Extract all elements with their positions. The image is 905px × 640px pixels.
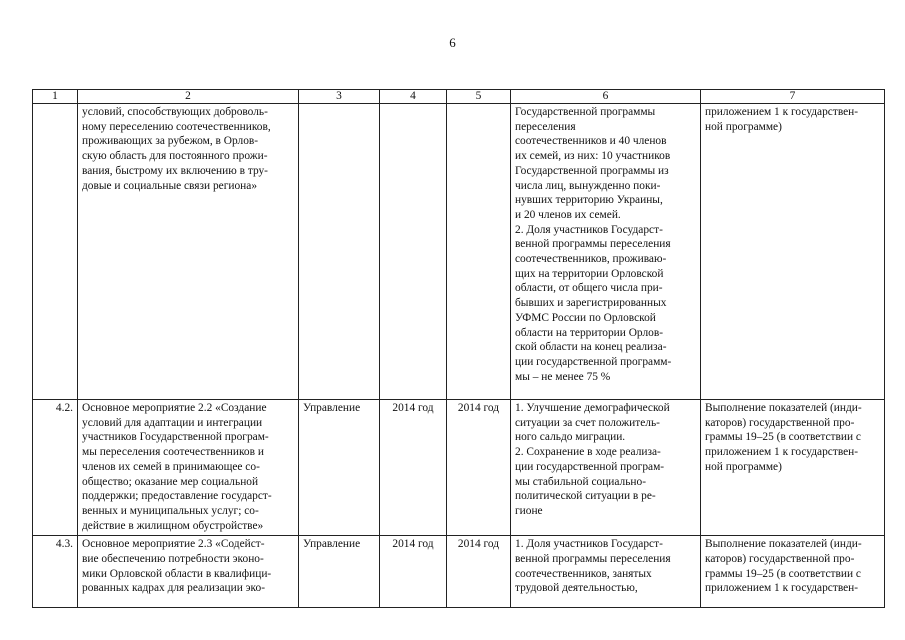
start-year-cell: 2014 год xyxy=(380,536,447,608)
cell-line: 2. Сохранение в ходе реализа- xyxy=(515,446,661,459)
item-number-cell: 4.3. xyxy=(33,536,78,608)
cell-line: 2. Доля участников Государст- xyxy=(515,223,663,236)
cell-line: нувших территорию Украины, xyxy=(515,194,663,207)
cell-line: Выполнение показателей (инди- xyxy=(705,538,862,551)
column-header: 6 xyxy=(511,90,701,104)
cell-line: числа лиц, вынужденно поки- xyxy=(515,179,661,192)
cell-line: венной программы переселения xyxy=(515,238,671,251)
cell-line: венных и муниципальных услуг; со- xyxy=(82,504,259,517)
table-row xyxy=(33,400,885,536)
cell-line: Государственной программы xyxy=(515,106,656,118)
measure-name-cell xyxy=(78,536,299,608)
cell-line: проживающих за рубежом, в Орлов- xyxy=(82,135,259,148)
cell-line: щих на территории Орловской xyxy=(515,267,664,280)
cell-line: поддержки; предоставление государст- xyxy=(82,490,272,503)
cell-line: приложением 1 к государствен- xyxy=(705,446,859,459)
end-year-cell xyxy=(447,104,511,400)
cell-line: скую область для постоянного прожи- xyxy=(82,150,268,163)
cell-line: каторов) государственной про- xyxy=(705,553,855,566)
cell-line: Управление xyxy=(303,538,361,551)
table-row xyxy=(33,104,885,400)
cell-line: 1. Улучшение демографической xyxy=(515,402,670,414)
cell-line: вания, быстрому их включению в тру- xyxy=(82,164,268,177)
table-row xyxy=(33,536,885,608)
cell-line: действие в жилищном обустройстве» xyxy=(82,519,264,532)
column-header: 3 xyxy=(299,90,380,104)
column-header: 4 xyxy=(380,90,447,104)
cell-line: ной программе) xyxy=(705,460,782,473)
cell-line: Управление xyxy=(303,402,361,414)
column-header: 1 xyxy=(33,90,78,104)
start-year-cell: 2014 год xyxy=(380,400,447,536)
item-number-cell xyxy=(33,104,78,400)
expected-result-cell xyxy=(511,104,701,400)
end-year-cell: 2014 год xyxy=(447,536,511,608)
column-header: 2 xyxy=(78,90,299,104)
cell-line: Государственной программы из xyxy=(515,164,669,177)
cell-line: рованных кадрах для реализации эко- xyxy=(82,582,265,595)
executor-cell xyxy=(299,536,380,608)
cell-line: вие обеспечению потребности эконо- xyxy=(82,553,264,566)
cell-line: общество; оказание мер социальной xyxy=(82,475,259,488)
cell-line: ной программе) xyxy=(705,120,782,133)
cell-line: области, от общего числа при- xyxy=(515,282,663,295)
cell-line: 1. Доля участников Государст- xyxy=(515,538,663,551)
cell-line: соотечественников, занятых xyxy=(515,567,652,580)
cell-line: граммы 19–25 (в соответствии с xyxy=(705,567,861,580)
item-number-cell: 4.2. xyxy=(33,400,78,536)
cell-line: гионе xyxy=(515,504,543,517)
cell-line: каторов) государственной про- xyxy=(705,416,855,429)
cell-line: ции государственной программ- xyxy=(515,355,672,368)
cell-line: приложением 1 к государствен- xyxy=(705,582,859,595)
page-number: 6 xyxy=(449,35,456,50)
measures-table xyxy=(32,89,885,608)
cell-line: УФМС России по Орловской xyxy=(515,311,656,324)
column-header: 7 xyxy=(701,90,885,104)
cell-line: мы – не менее 75 % xyxy=(515,370,611,383)
end-year-cell: 2014 год xyxy=(447,400,511,536)
cell-line: условий для адаптации и интеграции xyxy=(82,416,263,429)
cell-line: ного сальдо миграции. xyxy=(515,431,626,444)
cell-line: политической ситуации в ре- xyxy=(515,490,656,503)
expected-result-cell xyxy=(511,400,701,536)
indicator-link-cell xyxy=(701,104,885,400)
cell-line: ному переселению соотечественников, xyxy=(82,120,271,133)
start-year-cell xyxy=(380,104,447,400)
cell-line: трудовой деятельностью, xyxy=(515,582,638,595)
cell-line: довые и социальные связи региона» xyxy=(82,179,258,192)
cell-line: условий, способствующих доброволь- xyxy=(82,106,268,118)
cell-line: Основное мероприятие 2.2 «Создание xyxy=(82,402,267,414)
cell-line: Выполнение показателей (инди- xyxy=(705,402,862,414)
table-header-row xyxy=(33,90,885,104)
cell-line: бывших и зарегистрированных xyxy=(515,297,667,310)
cell-line: переселения xyxy=(515,120,576,133)
cell-line: соотечественников, проживаю- xyxy=(515,253,667,266)
cell-line: ции государственной програм- xyxy=(515,460,665,473)
cell-line: ситуации за счет положитель- xyxy=(515,416,660,429)
indicator-link-cell xyxy=(701,536,885,608)
cell-line: граммы 19–25 (в соответствии с xyxy=(705,431,861,444)
cell-line: венной программы переселения xyxy=(515,553,671,566)
cell-line: мы переселения соотечественников и xyxy=(82,446,264,459)
cell-line: членов их семей в принимающее со- xyxy=(82,460,260,473)
expected-result-cell xyxy=(511,536,701,608)
cell-line: соотечественников и 40 членов xyxy=(515,135,667,148)
executor-cell xyxy=(299,400,380,536)
cell-line: их семей, из них: 10 участников xyxy=(515,150,671,163)
measure-name-cell xyxy=(78,104,299,400)
cell-line: приложением 1 к государствен- xyxy=(705,106,859,118)
cell-line: мы стабильной социально- xyxy=(515,475,647,488)
measure-name-cell xyxy=(78,400,299,536)
cell-line: мики Орловской области в квалифици- xyxy=(82,567,272,580)
cell-line: ской области на конец реализа- xyxy=(515,341,667,354)
cell-line: области на территории Орлов- xyxy=(515,326,664,339)
cell-line: участников Государственной програм- xyxy=(82,431,269,444)
cell-line: Основное мероприятие 2.3 «Содейст- xyxy=(82,538,265,551)
cell-line: и 20 членов их семей. xyxy=(515,208,621,221)
indicator-link-cell xyxy=(701,400,885,536)
column-header: 5 xyxy=(447,90,511,104)
executor-cell xyxy=(299,104,380,400)
